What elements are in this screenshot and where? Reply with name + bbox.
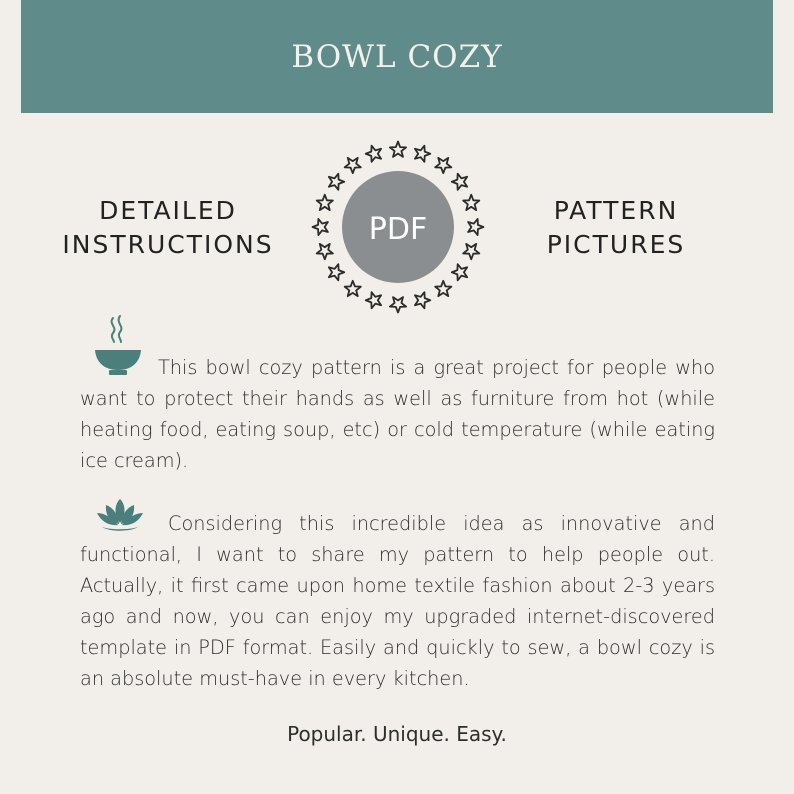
pdf-badge-label: PDF: [368, 212, 428, 247]
star-icon: [317, 195, 333, 210]
star-icon: [435, 158, 451, 173]
paragraph-intro-text: This bowl cozy pattern is a great project for people who want to protect their hands as well as furniture from hot (while heating food, eating soup, etc) or cold temperature (while eating ice cream).: [80, 356, 715, 472]
star-icon: [366, 292, 381, 308]
pdf-badge: [311, 140, 485, 314]
star-icon: [452, 174, 467, 190]
star-icon: [415, 146, 430, 162]
star-icon: [329, 174, 344, 190]
star-icon: [463, 244, 479, 259]
feature-left-line1: DETAILED: [99, 196, 237, 225]
feature-left-line2: INSTRUCTIONS: [62, 230, 274, 259]
star-icon: [452, 264, 467, 280]
feature-pattern-pictures: [528, 194, 704, 262]
paragraph-details: [80, 508, 715, 694]
paragraph-intro: [80, 352, 715, 476]
feature-detailed-instructions: [52, 194, 284, 262]
star-icon: [345, 158, 361, 173]
star-icon: [390, 297, 406, 312]
paragraph-details-text: Considering this incredible idea as innovative and functional, I want to share my pattern to help people out. Actually, it first came upon home textile fashion about 2-3 years ago and now, you can enjoy my upgraded internet-discovered template in PDF format. Easily and quickly to sew, a bowl cozy is an absolute must-have in every kitchen.: [80, 512, 715, 690]
star-icon: [313, 219, 328, 235]
star-icon: [415, 292, 430, 308]
header-banner: [21, 0, 773, 113]
feature-right-line2: PICTURES: [546, 230, 686, 259]
star-icon: [435, 281, 451, 296]
star-icon: [345, 281, 361, 296]
tagline: Popular. Unique. Easy.: [287, 722, 507, 746]
star-icon: [366, 146, 381, 162]
star-icon: [390, 142, 406, 157]
feature-right-line1: PATTERN: [553, 196, 679, 225]
star-icon: [468, 219, 483, 235]
star-icon: [317, 244, 333, 259]
star-icon: [329, 264, 344, 280]
star-icon: [463, 195, 479, 210]
page-title: BOWL COZY: [291, 38, 503, 75]
